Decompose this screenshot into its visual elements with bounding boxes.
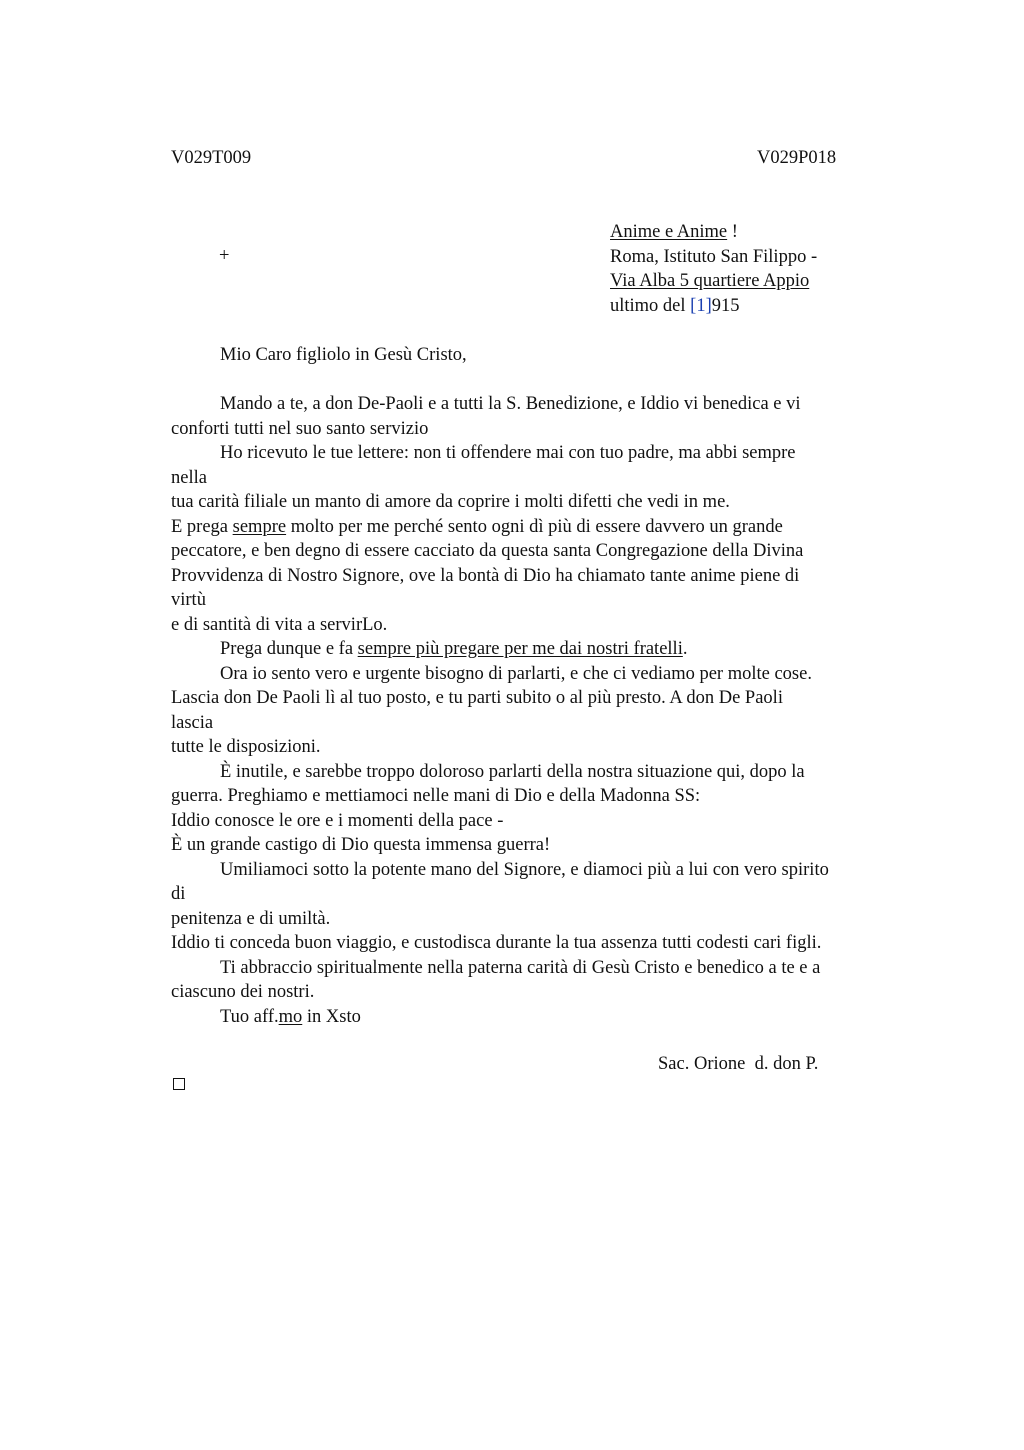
body-line: Mando a te, a don De-Paoli e a tutti la S. Benedizione, e Iddio vi benedica e vi (220, 394, 801, 414)
body-line: Ho ricevuto le tue lettere: non ti offendere mai con tuo padre, ma abbi sempre (220, 443, 796, 463)
address-line-1 (610, 220, 817, 245)
body-line: È un grande castigo di Dio questa immensa guerra! (171, 835, 551, 855)
closing-line: Tuo aff.mo in Xsto (220, 1006, 361, 1027)
body-line: lascia (171, 712, 214, 733)
body-line: tua carità filiale un manto di amore da coprire i molti difetti che vedi in me. (171, 492, 730, 512)
underlined-abbreviation: mo (278, 1006, 303, 1027)
letter-body (171, 392, 911, 1029)
body-line: E prega sempre molto per me perché sento ogni dì più di essere davvero un grande (171, 516, 783, 537)
signature: Sac. Orione d. don P. (658, 1054, 819, 1074)
address-block (610, 220, 817, 318)
body-line: nella (171, 467, 207, 488)
body-line: guerra. Preghiamo e mettiamoci nelle mani di Dio e della Madonna SS: (171, 786, 701, 806)
address-title-underlined: Anime e Anime (610, 222, 728, 242)
body-line: tutte le disposizioni. (171, 737, 321, 757)
body-line: peccatore, e ben degno di essere cacciato da questa santa Congregazione della Divina (171, 541, 804, 561)
body-line: conforti tutti nel suo santo servizio (171, 418, 429, 439)
body-line: virtù (171, 590, 206, 610)
body-line: Provvidenza di Nostro Signore, ove la bontà di Dio ha chiamato tante anime piene di (171, 565, 800, 586)
cross-symbol: + (219, 246, 230, 266)
body-line: Umiliamoci sotto la potente mano del Signore, e diamoci più a lui con vero spirito (220, 859, 829, 880)
body-line: Iddio ti conceda buon viaggio, e custodisca durante la tua assenza tutti codesti cari figli. (171, 933, 822, 953)
salutation: Mio Caro figliolo in Gesù Cristo, (220, 345, 467, 365)
body-line: di (171, 884, 186, 904)
address-title-suffix: ! (727, 222, 738, 242)
body-line: penitenza e di umiltà. (171, 908, 331, 929)
address-line-2: Roma, Istituto San Filippo - (610, 246, 818, 267)
document-header-right-code: V029P018 (757, 148, 837, 168)
body-line: Iddio conosce le ore e i momenti della pace - (171, 810, 504, 831)
body-line: Ora io sento vero e urgente bisogno di parlarti, e che ci vediamo per molte cose. (220, 663, 812, 684)
body-line: e di santità di vita a servirLo. (171, 614, 388, 635)
body-line: Ti abbraccio spiritualmente nella paterna carità di Gesù Cristo e benedico a te e a (220, 957, 821, 978)
body-line: ciascuno dei nostri. (171, 982, 315, 1002)
underlined-word: sempre (232, 516, 287, 537)
address-line-date: ultimo del [1]915 (610, 295, 740, 316)
body-line: Lascia don De Paoli lì al tuo posto, e tu parti subito o al più presto. A don De Paoli (171, 688, 783, 708)
address-line-3: Via Alba 5 quartiere Appio (610, 271, 810, 291)
checkbox-icon (173, 1078, 185, 1090)
document-header-left-code: V029T009 (171, 148, 252, 168)
body-line: Prega dunque e fa sempre più pregare per me dai nostri fratelli. (220, 639, 688, 659)
body-line: È inutile, e sarebbe troppo doloroso parlarti della nostra situazione qui, dopo la (220, 761, 805, 782)
underlined-phrase: sempre più pregare per me dai nostri fratelli (357, 639, 683, 659)
